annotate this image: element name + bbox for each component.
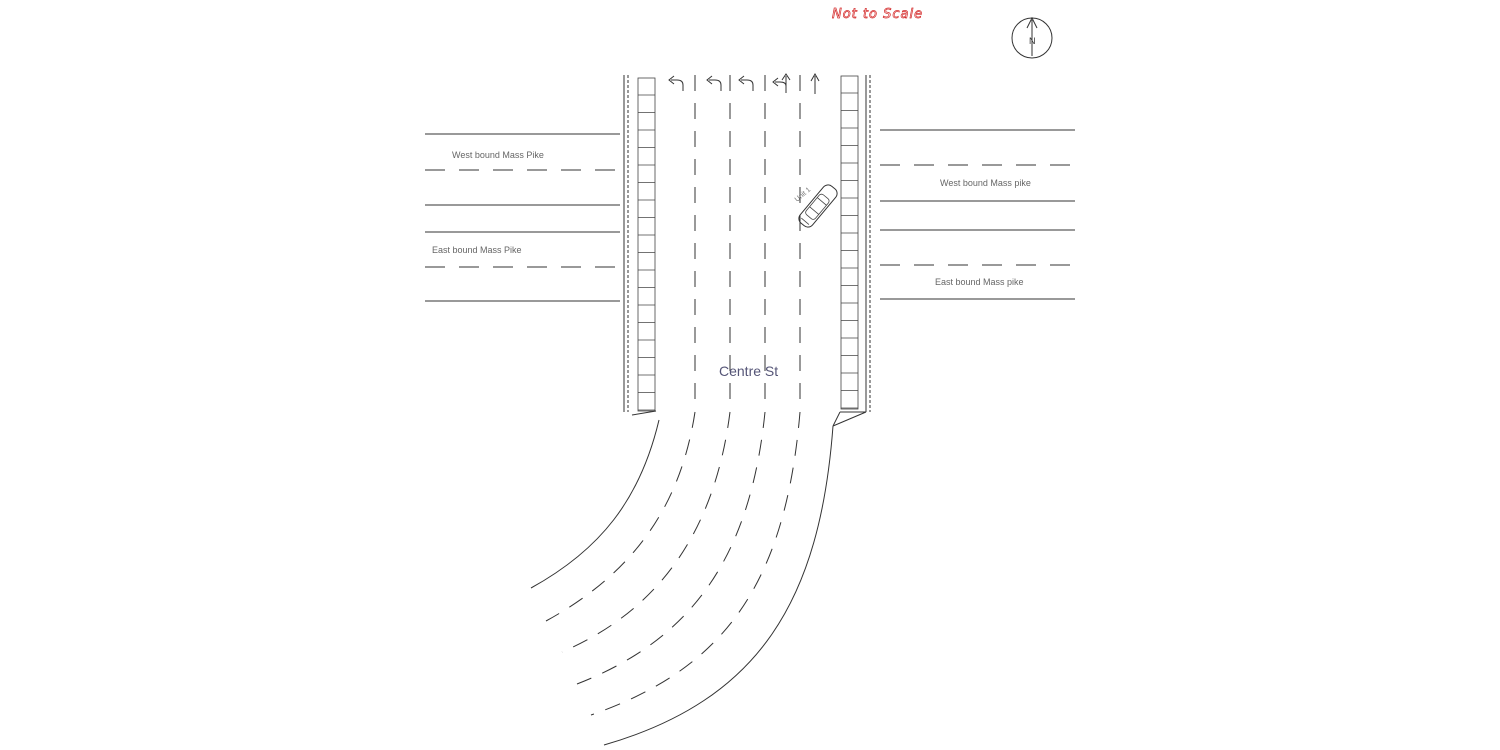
right-bridge-railing xyxy=(840,75,870,412)
east-highway xyxy=(880,130,1075,299)
not-to-scale-label: Not to Scale xyxy=(832,7,924,22)
through-arrow-icon xyxy=(811,74,819,94)
left-turn-arrow-icon xyxy=(669,76,683,91)
left-bridge-railing xyxy=(624,75,656,415)
left-turn-arrow-icon xyxy=(739,76,753,91)
curved-road xyxy=(531,412,866,745)
north-arrow-icon xyxy=(1012,18,1052,58)
east-westbound-label: West bound Mass pike xyxy=(940,178,1031,188)
east-eastbound-label: East bound Mass pike xyxy=(935,277,1024,287)
street-name-label: Centre St xyxy=(719,363,779,379)
west-eastbound-label: East bound Mass Pike xyxy=(432,245,522,255)
left-through-arrow-icon xyxy=(773,74,790,93)
west-westbound-label: West bound Mass Pike xyxy=(452,150,544,160)
west-highway xyxy=(425,134,620,301)
left-turn-arrow-icon xyxy=(707,76,721,91)
vehicle-label: Unit 1 xyxy=(793,186,813,204)
lane-arrows xyxy=(669,74,819,94)
lane-dividers xyxy=(695,75,800,410)
north-letter: N xyxy=(1029,36,1036,46)
